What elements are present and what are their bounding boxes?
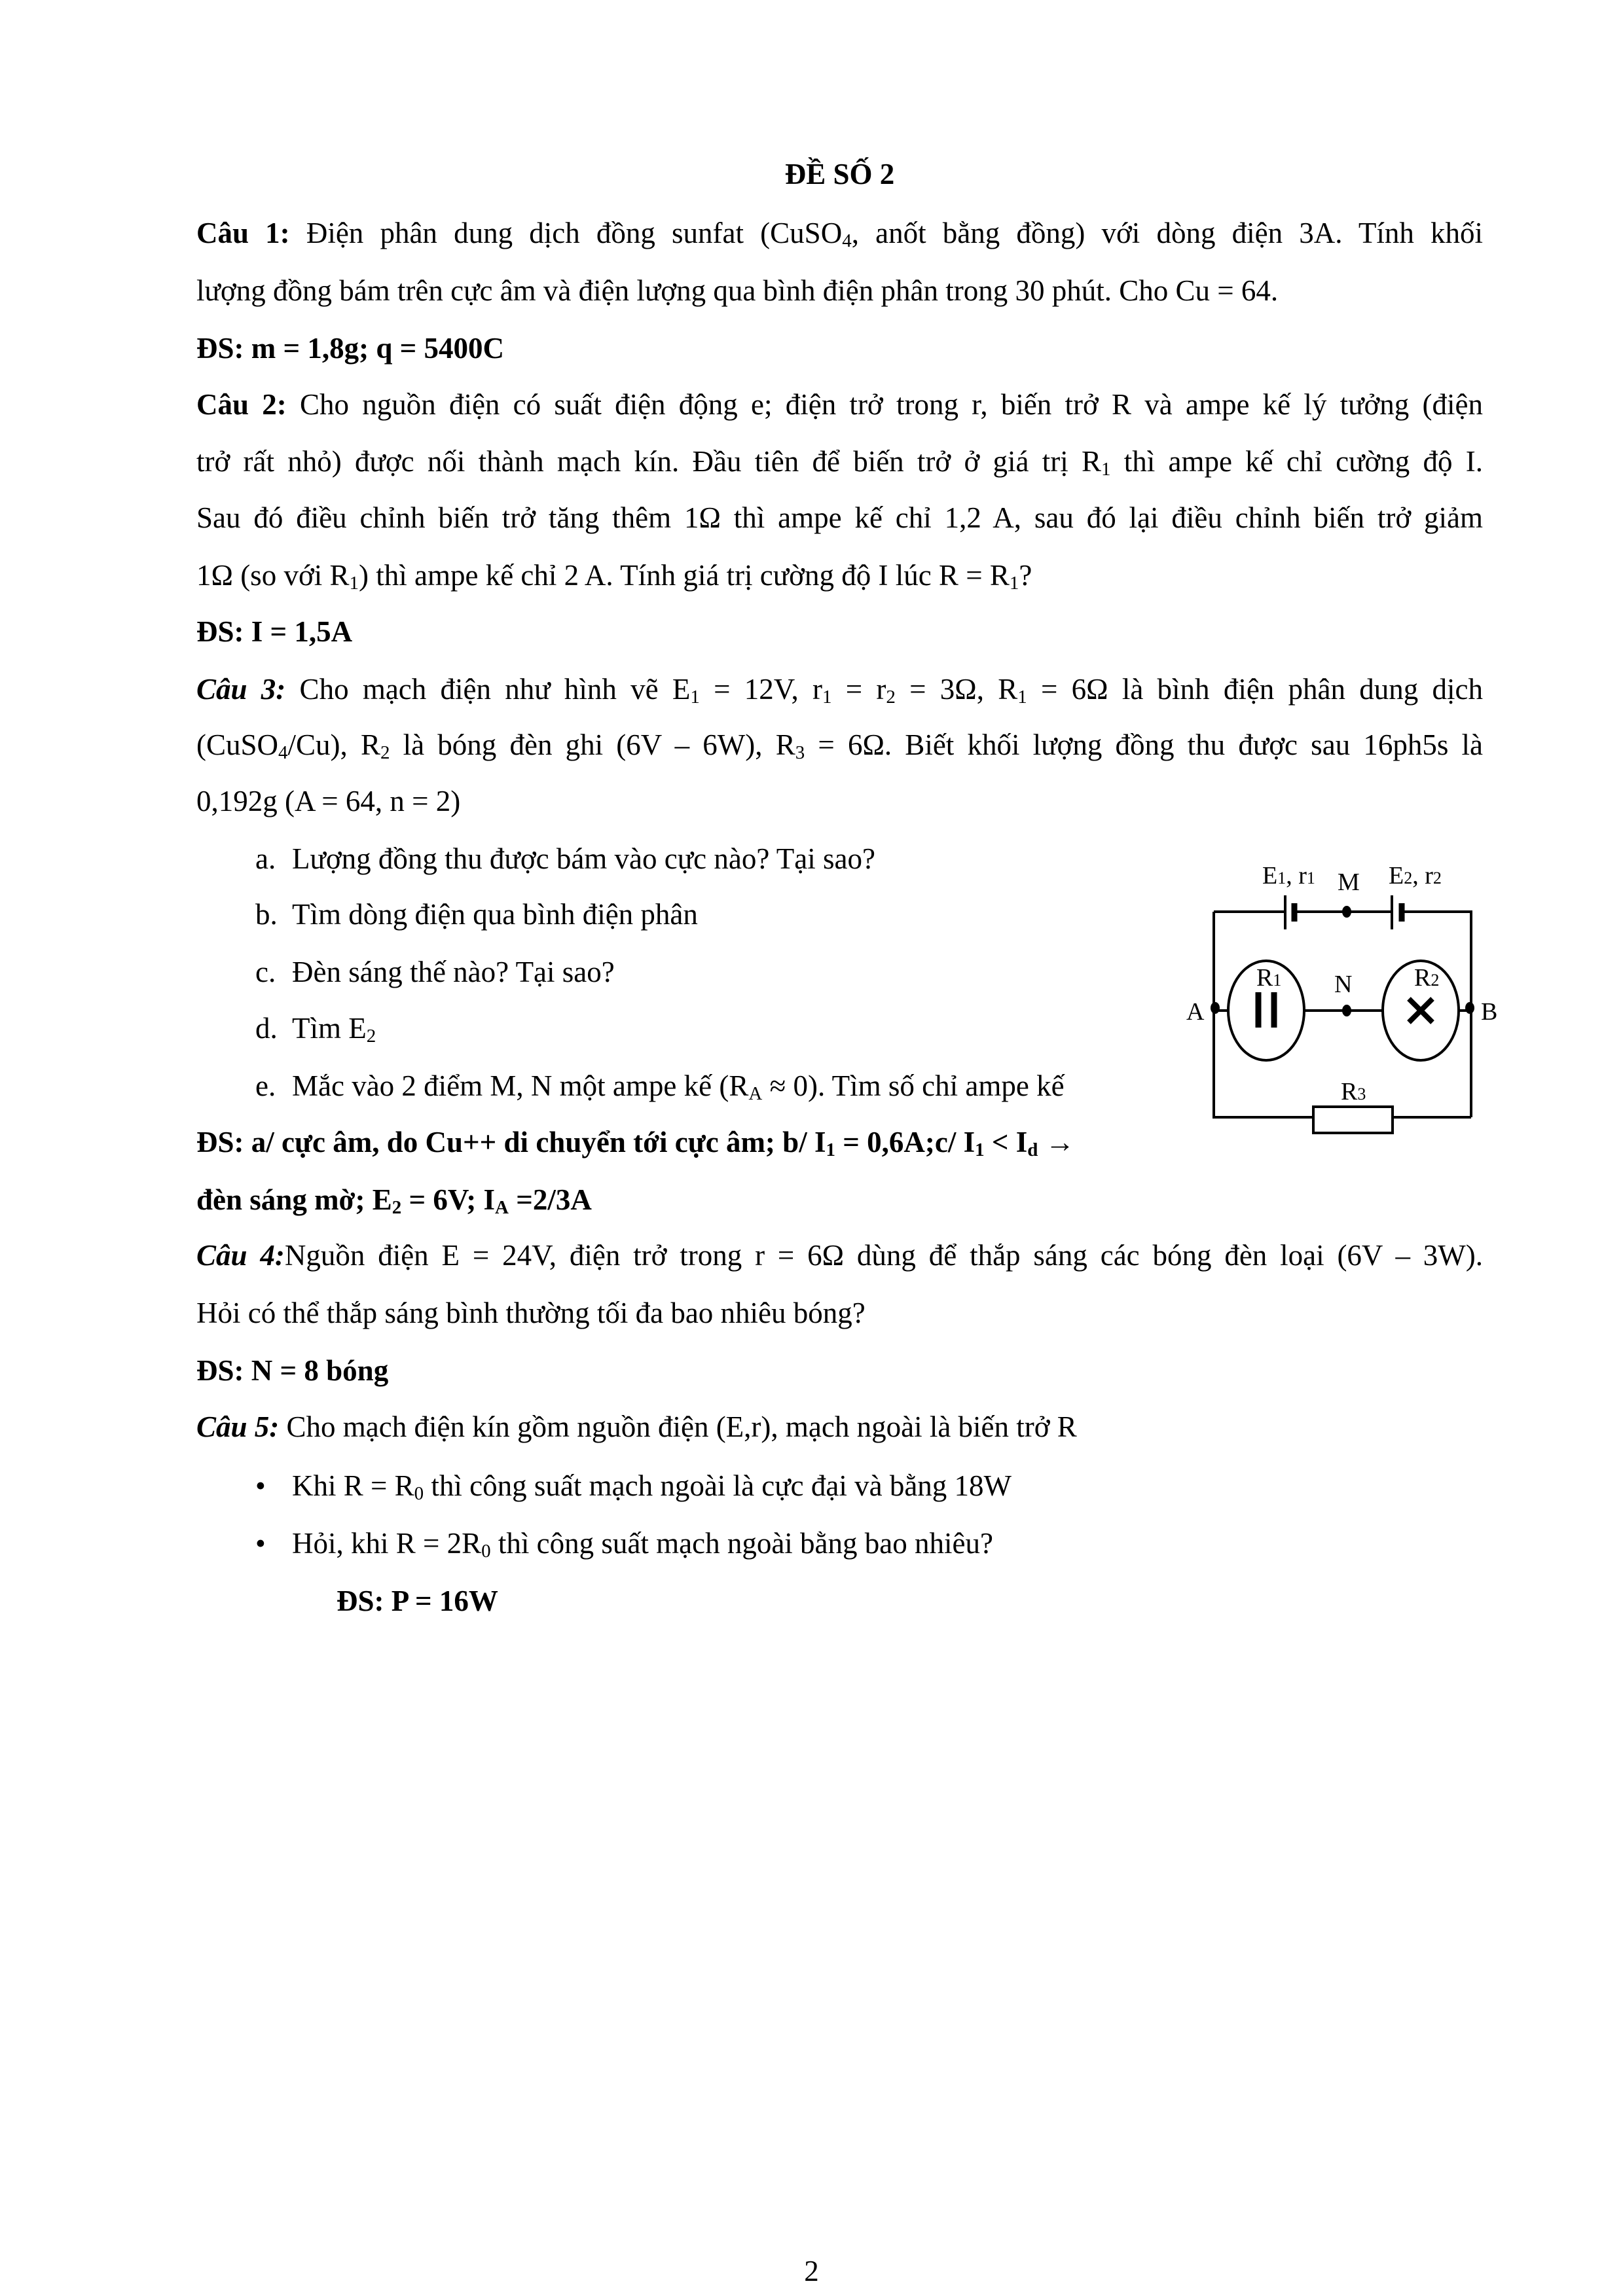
text-segment: Hỏi có thể thắp sáng bình thường tối đa bao nhiêu bóng? <box>196 1297 866 1329</box>
text-segment: Sau đó điều chỉnh biến trở tăng thêm 1Ω thì ampe kế chỉ 1,2 A, sau đó lại điều chỉnh biến trở giảm <box>196 501 1483 534</box>
text-segment: 0 <box>481 1541 491 1562</box>
list-marker: d. <box>255 1012 278 1045</box>
text-segment: ? <box>1019 559 1032 592</box>
text-segment: Mắc vào 2 điểm M, N một ampe kế (R <box>292 1069 749 1102</box>
page-number: 2 <box>804 2255 819 2287</box>
text-segment: = 6V; I <box>401 1183 495 1216</box>
label-b: B <box>1481 998 1498 1026</box>
text-segment: (CuSO <box>196 728 279 761</box>
text-segment: = 3Ω, R <box>895 673 1018 706</box>
text-segment: Lượng đồng thu được bám vào cực nào? Tại sao? <box>292 842 875 875</box>
label-e1-r1: E1, r1 <box>1262 862 1315 889</box>
text-segment: 1 <box>975 1139 985 1160</box>
text-segment: ĐS: I = 1,5A <box>196 615 353 648</box>
text-segment: 1 <box>826 1139 835 1160</box>
text-segment: → <box>1038 1126 1075 1158</box>
text-segment: = 6Ω là bình điện phân dung dịch <box>1027 673 1483 706</box>
label-r3: R3 <box>1341 1078 1366 1105</box>
text-segment: ) thì ampe kế chỉ 2 A. Tính giá trị cường độ I lúc R = R <box>359 559 1010 592</box>
node-b <box>1465 1002 1474 1014</box>
text-segment: 0 <box>414 1483 424 1504</box>
node-m <box>1342 906 1351 918</box>
resistor-r3 <box>1313 1107 1393 1133</box>
text-segment: = 12V, r <box>699 673 822 706</box>
text-segment: =2/3A <box>508 1183 592 1216</box>
text-segment: Câu 3: <box>196 673 286 706</box>
list-marker: • <box>255 1469 266 1502</box>
text-segment: 1 <box>349 573 359 594</box>
text-segment: Câu 4: <box>196 1239 285 1272</box>
text-segment: 2 <box>886 687 896 708</box>
node-a <box>1211 1002 1220 1014</box>
circuit-wire-top-right <box>1402 912 1471 1117</box>
label-r2: R2 <box>1414 964 1440 992</box>
text-segment: 3 <box>795 742 805 763</box>
text-segment: thì công suất mạch ngoài bằng bao nhiêu? <box>490 1527 993 1560</box>
text-segment: A <box>494 1197 509 1218</box>
text-segment: A <box>748 1083 763 1104</box>
text-segment: Điện phân dung dịch đồng sunfat (CuSO <box>289 217 843 249</box>
list-marker: a. <box>255 842 276 875</box>
text-segment: 4 <box>842 230 852 251</box>
text-segment: 2 <box>366 1026 376 1047</box>
text-segment: d <box>1027 1139 1038 1160</box>
text-segment: Cho nguồn điện có suất điện động e; điện trở trong r, biến trở R và ampe kế lý tưởng (điện <box>286 388 1483 421</box>
text-segment: 1 <box>822 687 832 708</box>
label-r1: R1 <box>1256 964 1282 992</box>
list-marker: b. <box>255 898 278 931</box>
text-segment: Đèn sáng thế nào? Tại sao? <box>292 956 615 988</box>
text-segment: = 0,6A;c/ I <box>835 1126 976 1158</box>
text-segment: Tìm E <box>292 1012 367 1045</box>
text-segment: thì ampe kế chỉ cường độ I. <box>1110 445 1483 478</box>
list-marker: • <box>255 1527 266 1560</box>
label-m: M <box>1338 869 1360 896</box>
label-e2-r2: E2, r2 <box>1389 862 1442 889</box>
text-segment: Cho mạch điện kín gồm nguồn điện (E,r), mạch ngoài là biến trở R <box>279 1410 1077 1443</box>
label-a: A <box>1186 998 1205 1026</box>
text-segment: < I <box>984 1126 1028 1158</box>
text-segment: trở rất nhỏ) được nối thành mạch kín. Đầu tiên để biến trở ở giá trị R <box>196 445 1101 478</box>
text-segment: lượng đồng bám trên cực âm và điện lượng qua bình điện phân trong 30 phút. Cho Cu = 64. <box>196 274 1279 307</box>
text-segment: 1Ω (so với R <box>196 559 350 592</box>
text-segment: 1 <box>690 687 700 708</box>
text-segment: Câu 5: <box>196 1410 280 1443</box>
text-segment: là bóng đèn ghi (6V – 6W), R <box>390 728 795 761</box>
text-segment: Khi R = R <box>292 1469 414 1502</box>
node-n <box>1342 1005 1351 1016</box>
label-n: N <box>1334 971 1353 998</box>
text-segment: ĐS: P = 16W <box>337 1585 498 1617</box>
text-segment: 4 <box>278 742 288 763</box>
list-marker: e. <box>255 1069 276 1102</box>
text-segment: , anốt bằng đồng) với dòng điện 3A. Tính khối <box>851 217 1483 249</box>
text-segment: thì công suất mạch ngoài là cực đại và bằng 18W <box>424 1469 1012 1502</box>
text-segment: Nguồn điện E = 24V, điện trở trong r = 6Ω dùng để thắp sáng các bóng đèn loại (6V – 3W). <box>284 1239 1483 1272</box>
text-segment: 1 <box>1009 573 1019 594</box>
text-segment: Câu 1: <box>196 217 290 249</box>
text-segment: /Cu), R <box>287 728 380 761</box>
text-segment: ≈ 0). Tìm số chỉ ampe kế <box>762 1069 1065 1102</box>
text-segment: đèn sáng mờ; E <box>196 1183 392 1216</box>
text-segment: 2 <box>380 742 390 763</box>
text-segment: = 6Ω. Biết khối lượng đồng thu được sau 16ph5s là <box>805 728 1483 761</box>
text-segment: Tìm dòng điện qua bình điện phân <box>292 898 698 931</box>
text-segment: 1 <box>1017 687 1027 708</box>
text-segment: 1 <box>1101 459 1111 480</box>
text-segment: ĐS: a/ cực âm, do Cu++ di chuyển tới cực âm; b/ I <box>196 1126 826 1158</box>
text-segment: Câu 2: <box>196 388 287 421</box>
list-marker: c. <box>255 956 276 988</box>
text-segment: 2 <box>392 1197 402 1218</box>
text-segment: = r <box>831 673 886 706</box>
text-segment: 0,192g (A = 64, n = 2) <box>196 785 461 817</box>
text-segment: ĐS: m = 1,8g; q = 5400C <box>196 332 505 365</box>
text-segment: Hỏi, khi R = 2R <box>292 1527 482 1560</box>
text-segment: ĐỀ SỐ 2 <box>784 158 895 190</box>
text-segment: ĐS: N = 8 bóng <box>196 1354 389 1387</box>
text-segment: Cho mạch điện như hình vẽ E <box>285 673 691 706</box>
